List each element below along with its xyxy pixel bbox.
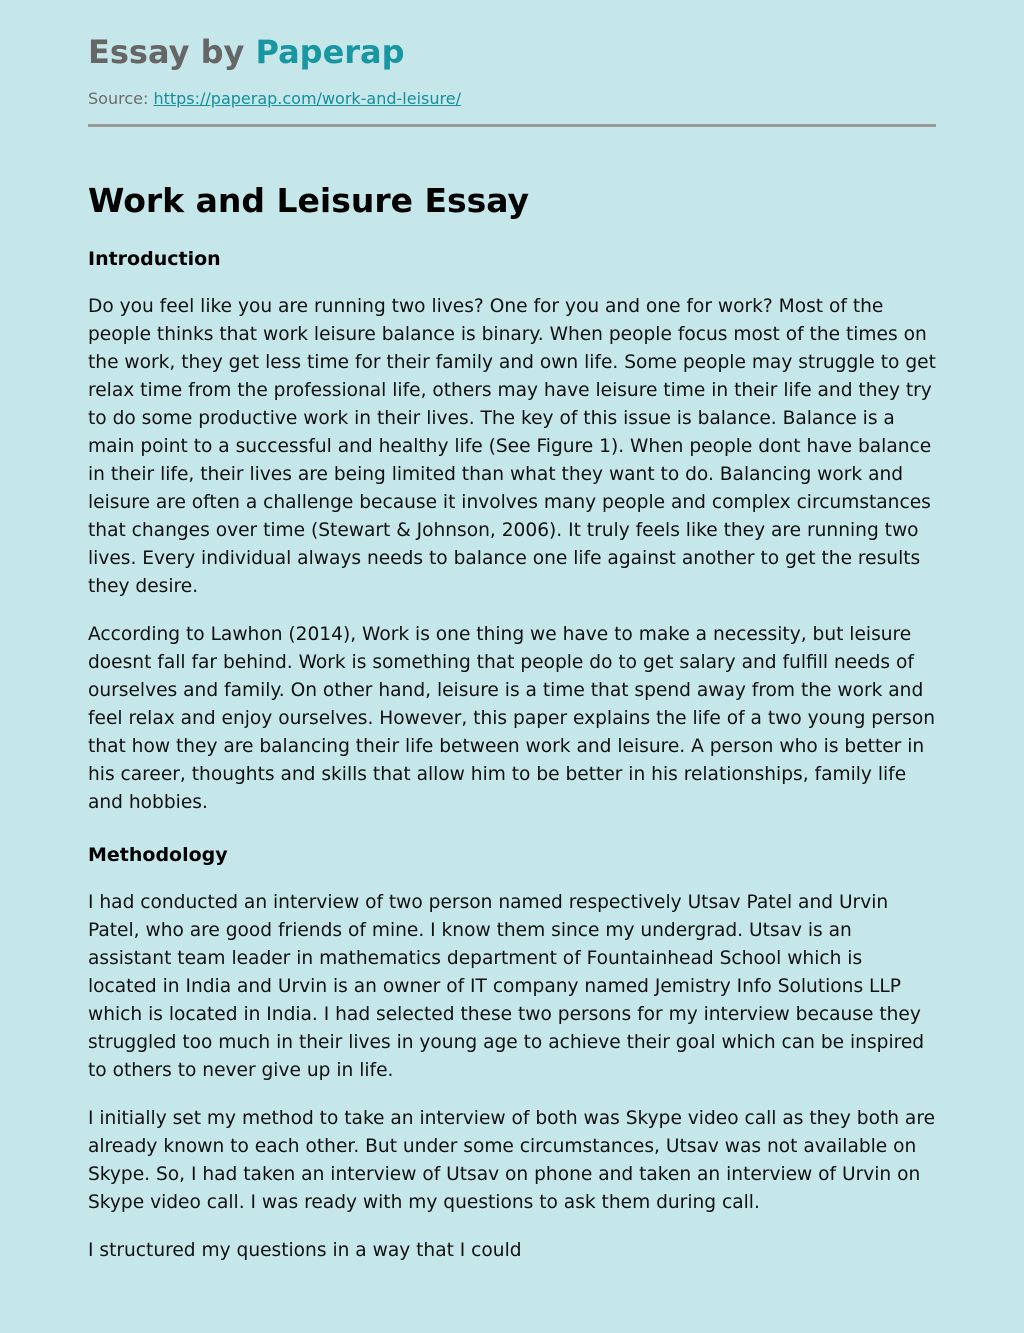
source-label: Source: <box>88 89 149 108</box>
header-divider <box>88 124 936 127</box>
section-heading-methodology: Methodology <box>88 844 228 866</box>
paragraph: Do you feel like you are running two lives? One for you and one for work? Most of the people thinks that work leisure balance is binary. When people focus most of the times on the work, they get less time for their family and own life. Some people may struggle to get relax time from the professional life, others may have leisure time in their life and they try to do some productive work in their lives. The key of this issue is balance. Balance is a main point to a successful and healthy life (See Figure 1). When people dont have balance in their life, their lives are being limited than what they want to do. Balancing work and leisure are often a challenge because it involves many people and complex circumstances that changes over time (Stewart & Johnson, 2006). It truly feels like they are running two lives. Every individual always needs to balance one life against another to get the results they desire. <box>88 296 936 597</box>
source-link[interactable]: https://paperap.com/work-and-leisure/ <box>153 89 461 108</box>
paragraph: I initially set my method to take an interview of both was Skype video call as they both are already known to each other. But under some circumstances, Utsav was not available on Skype. So, I had taken an interview of Utsav on phone and taken an interview of Urvin on Skype video call. I was ready with my questions to ask them during call. <box>88 1108 936 1213</box>
brand-name: Paperap <box>255 33 405 71</box>
essay-page <box>88 0 936 1265</box>
page-title: Work and Leisure Essay <box>88 181 530 220</box>
paragraph: I had conducted an interview of two person named respectively Utsav Patel and Urvin Patel, who are good friends of mine. I know them since my undergrad. Utsav is an assistant team leader in mathematics department of Fountainhead School which is located in India and Urvin is an owner of IT company named Jemistry Info Solutions LLP which is located in India. I had selected these two persons for my interview because they struggled too much in their lives in young age to achieve their goal which can be inspired to others to never give up in life. <box>88 892 925 1081</box>
source-line <box>88 88 936 110</box>
paragraph: According to Lawhon (2014), Work is one thing we have to make a necessity, but leisure doesnt fall far behind. Work is something that people do to get salary and fulfill needs of ourselves and family. On other hand, leisure is a time that spend away from the work and feel relax and enjoy ourselves. However, this paper explains the life of a two young person that how they are balancing their life between work and leisure. A person who is better in his career, thoughts and skills that allow him to be better in his relationships, family life and hobbies. <box>88 624 936 813</box>
site-brand[interactable] <box>88 30 936 74</box>
paragraph: I structured my questions in a way that I could <box>88 1240 522 1261</box>
section-heading-introduction: Introduction <box>88 248 221 270</box>
brand-prefix: Essay by <box>88 33 256 71</box>
